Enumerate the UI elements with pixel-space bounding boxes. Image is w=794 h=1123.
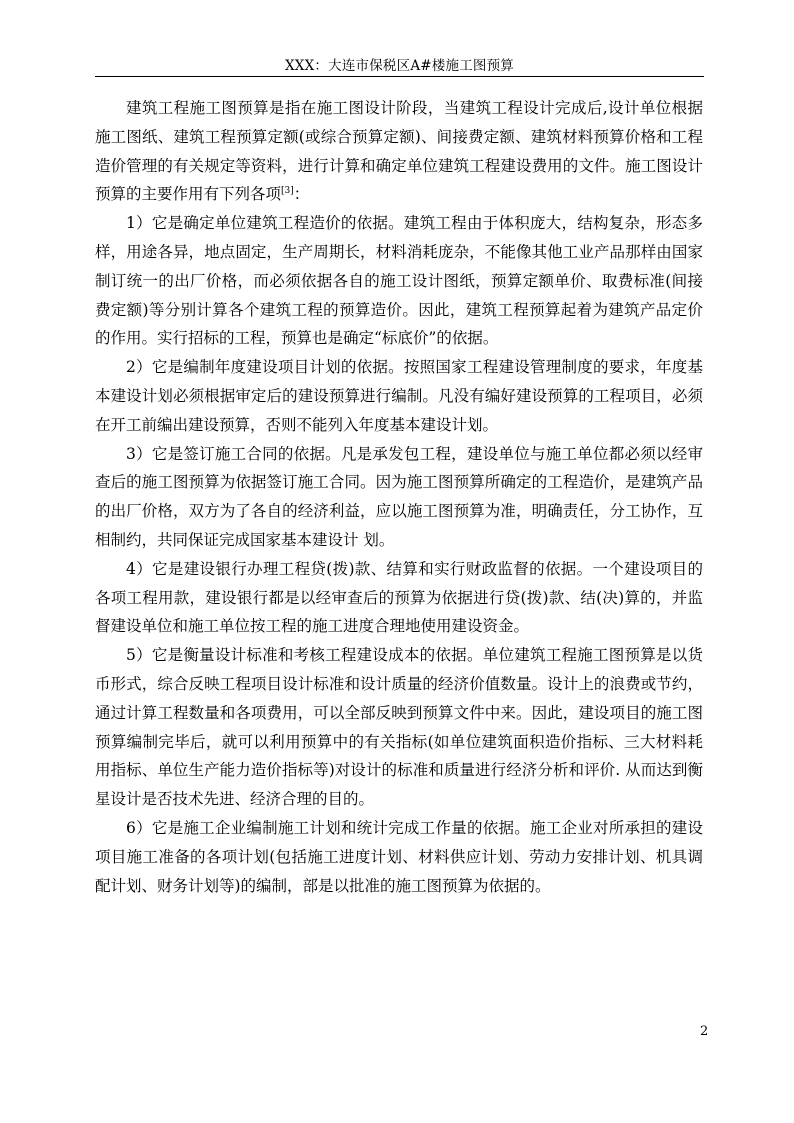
item-paragraph-3: 3）它是签订施工合同的依据。凡是承发包工程，建设单位与施工单位都必须以经审查后的施工图预算为依据签订施工合同。因为施工图预算所确定的工程造价，是建筑产品的出厂价格，双方为了各自的经济利益，应以施工图预算为准，明确责任，分工协作，互相制约，共同保证完成国家基本建设计 划。 — [95, 444, 703, 549]
header-rule — [95, 76, 704, 77]
page-header: XXX：大连市保税区A#楼施工图预算 — [285, 58, 514, 74]
item-paragraph-2: 2）它是编制年度建设项目计划的依据。按照国家工程建设管理制度的要求，年度基本建设计划必须根据审定后的建设预算进行编制。凡没有编好建设预算的工程项目，必须在开工前编出建设预算，否则不能列入年度基本建设计划。 — [95, 358, 703, 434]
page-number: 2 — [700, 1024, 709, 1039]
intro-tail: ： — [293, 185, 310, 204]
citation-ref: [3] — [281, 186, 294, 197]
intro-paragraph — [95, 94, 703, 209]
item-paragraph-6: 6）它是施工企业编制施工计划和统计完成工作量的依据。施工企业对所承担的建设项目施工准备的各项计划(包括施工进度计划、材料供应计划、劳动力安排计划、机具调配计划、财务计划等)的编制，部是以批准的施工图预算为依据的。 — [95, 818, 703, 895]
intro-text: 建筑工程施工图预算是指在施工图设计阶段，当建筑工程设计完成后,设计单位根据施工图纸、建筑工程预算定额(或综合预算定额)、间接费定额、建筑材料预算价格和工程造价管理的有关规定等资料，进行计算和确定单位建筑工程建设费用的文件。施工图设计预算的主要作用有下列各项 — [95, 99, 703, 204]
document-body — [95, 94, 703, 900]
item-paragraph-1: 1）它是确定单位建筑工程造价的依据。建筑工程由于体积庞大，结构复杂，形态多样，用途各异，地点固定，生产周期长，材料消耗庞杂，不能像其他工业产品那样由国家制订统一的出厂价格，而必须依据各自的施工设计图纸，预算定额单价、取费标准(间接费定额)等分别计算各个建筑工程的预算造价。因此，建筑工程预算起着为建筑产品定价的作用。实行招标的工程，预算也是确定“标底价”的依据。 — [95, 214, 703, 348]
item-paragraph-4: 4）它是建设银行办理工程贷(拨)款、结算和实行财政监督的依据。一个建设项目的各项工程用款，建设银行都是以经审查后的预算为依据进行贷(拨)款、结(决)算的，并监督建设单位和施工单位按工程的施工进度合理地使用建设资金。 — [95, 559, 703, 636]
item-paragraph-5: 5）它是衡量设计标准和考核工程建设成本的依据。单位建筑工程施工图预算是以货币形式，综合反映工程项目设计标准和设计质量的经济价值数量。设计上的浪费或节约，通过计算工程数量和各项费用，可以全部反映到预算文件中来。因此，建设项目的施工图预算编制完毕后，就可以利用预算中的有关指标(如单位建筑面积造价指标、三大材料耗用指标、单位生产能力造价指标等)对设计的标准和质量进行经济分析和评价. 从而达到衡星设计是否技术先进、经济合理的目的。 — [95, 646, 703, 809]
